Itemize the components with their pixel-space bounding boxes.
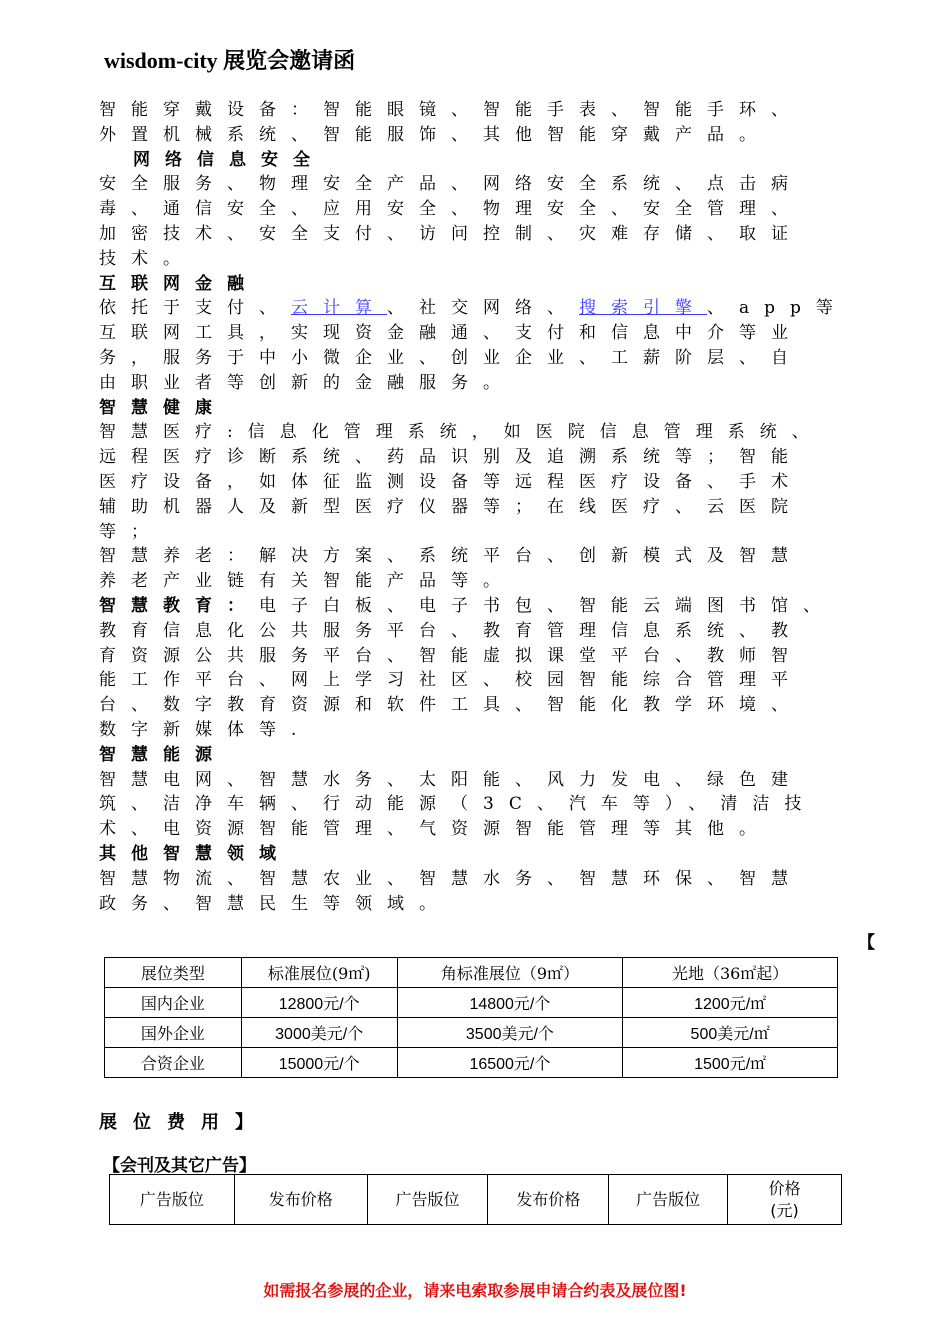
table-cell: 3500美元/个 — [397, 1018, 623, 1048]
text-line: 育资源公共服务平台、智能虚拟课堂平台、教师智 — [99, 645, 803, 666]
section-heading: 智慧教育： — [99, 595, 259, 616]
section-heading: 网络信息安全 — [133, 149, 325, 170]
section-heading: 智慧能源 — [99, 744, 227, 765]
text-line: 外置机械系统、智能服饰、其他智能穿戴产品。 — [99, 124, 771, 145]
table-header-cell: 发布价格 — [234, 1175, 367, 1225]
text-line: 务，服务于中小微企业、创业企业、工薪阶层、自 — [99, 347, 803, 368]
text-line — [99, 594, 835, 619]
footer-notice: 如需报名参展的企业，请来电索取参展申请合约表及展位图! — [263, 1281, 687, 1300]
text-span: 、社交网络、 — [387, 298, 579, 319]
content-body — [99, 98, 848, 916]
table-cell: 14800元/个 — [397, 988, 623, 1018]
table-cell: 500美元/㎡ — [623, 1018, 838, 1048]
text-line: 毒、通信安全、应用安全、物理安全、安全管理、 — [99, 199, 803, 220]
section-heading: 互联网金融 — [99, 273, 259, 294]
text-line: 智慧医疗:信息化管理系统，如医院信息管理系统、 — [99, 422, 824, 443]
section-heading: 其他智慧领域 — [99, 843, 291, 864]
table-header-cell: 光地（36㎡起） — [623, 958, 838, 988]
text-line: 术、电资源智能管理、气资源智能管理等其他。 — [99, 819, 771, 840]
text-line: 技术。 — [99, 248, 195, 269]
table-row — [105, 1018, 838, 1048]
table-cell: 1500元/㎡ — [623, 1048, 838, 1078]
text-span: 、app等 — [707, 298, 848, 319]
text-line: 养老产业链有关智能产品等。 — [99, 571, 515, 592]
text-line: 智慧养老：解决方案、系统平台、创新模式及智慧 — [99, 546, 803, 567]
text-line: 加密技术、安全支付、访问控制、灾难存储、取证 — [99, 223, 803, 244]
text-line: 教育信息化公共服务平台、教育管理信息系统、教 — [99, 620, 803, 641]
text-line: 互联网工具，实现资金融通、支付和信息中介等业 — [99, 323, 803, 344]
table-header-row — [105, 958, 838, 988]
table-row — [105, 988, 838, 1018]
cloud-computing-link[interactable]: 云计算 — [291, 298, 387, 319]
table-header-cell — [728, 1175, 842, 1225]
text-line: 远程医疗诊断系统、药品识别及追溯系统等；智能 — [99, 447, 803, 468]
table-header-row — [110, 1175, 842, 1225]
table-row — [105, 1048, 838, 1078]
page-title: wisdom-city 展览会邀请函 — [104, 48, 356, 73]
booth-price-table — [104, 957, 838, 1078]
fee-bracket-open: 【 — [858, 933, 875, 953]
text-line — [99, 296, 848, 321]
table-cell: 国内企业 — [105, 988, 242, 1018]
text-line: 台、数字教育资源和软件工具、智能化教学环境、 — [99, 695, 803, 716]
price-header-label: 价格 — [768, 1178, 801, 1198]
text-line: 数字新媒体等. — [99, 719, 312, 740]
text-line: 智能穿戴设备：智能眼镜、智能手表、智能手环、 — [99, 100, 803, 120]
search-engine-link[interactable]: 搜索引擎 — [579, 298, 707, 319]
section-heading: 智慧健康 — [99, 397, 227, 418]
text-line: 筑、洁净车辆、行动能源（3C、汽车等）、清洁技 — [99, 794, 817, 815]
table-cell: 12800元/个 — [241, 988, 397, 1018]
table-header-cell: 标准展位(9㎡) — [241, 958, 397, 988]
table-header-cell: 广告版位 — [367, 1175, 488, 1225]
table-cell: 15000元/个 — [241, 1048, 397, 1078]
ad-price-table — [109, 1174, 842, 1225]
table-cell: 1200元/㎡ — [623, 988, 838, 1018]
table-cell: 3000美元/个 — [241, 1018, 397, 1048]
text-line: 辅助机器人及新型医疗仪器等；在线医疗、云医院 — [99, 496, 803, 517]
table-cell: 16500元/个 — [397, 1048, 623, 1078]
table-header-cell: 广告版位 — [609, 1175, 728, 1225]
table-header-cell: 发布价格 — [488, 1175, 609, 1225]
table-cell: 国外企业 — [105, 1018, 242, 1048]
table-cell: 合资企业 — [105, 1048, 242, 1078]
text-line: 智慧电网、智慧水务、太阳能、风力发电、绿色建 — [99, 769, 803, 790]
ad-section-heading: 【会刊及其它广告】 — [103, 1156, 256, 1176]
text-line: 由职业者等创新的金融服务。 — [99, 372, 515, 393]
text-line: 政务、智慧民生等领域。 — [99, 893, 451, 914]
text-line: 医疗设备，如体征监测设备等远程医疗设备、手术 — [99, 471, 803, 492]
table-header-cell: 展位类型 — [105, 958, 242, 988]
table-header-cell: 角标准展位（9㎡） — [397, 958, 623, 988]
booth-fee-heading: 展位费用】 — [99, 1112, 269, 1133]
text-line: 能工作平台、网上学习社区、校园智能综合管理平 — [99, 670, 803, 691]
text-span: 电子白板、电子书包、智能云端图书馆、 — [259, 595, 835, 616]
text-line: 等； — [99, 521, 163, 542]
price-unit-label: (元) — [770, 1200, 799, 1220]
text-line: 智慧物流、智慧农业、智慧水务、智慧环保、智慧 — [99, 868, 803, 889]
text-line: 安全服务、物理安全产品、网络安全系统、点击病 — [99, 174, 803, 195]
table-header-cell: 广告版位 — [110, 1175, 235, 1225]
text-span: 依托于支付、 — [99, 298, 291, 319]
